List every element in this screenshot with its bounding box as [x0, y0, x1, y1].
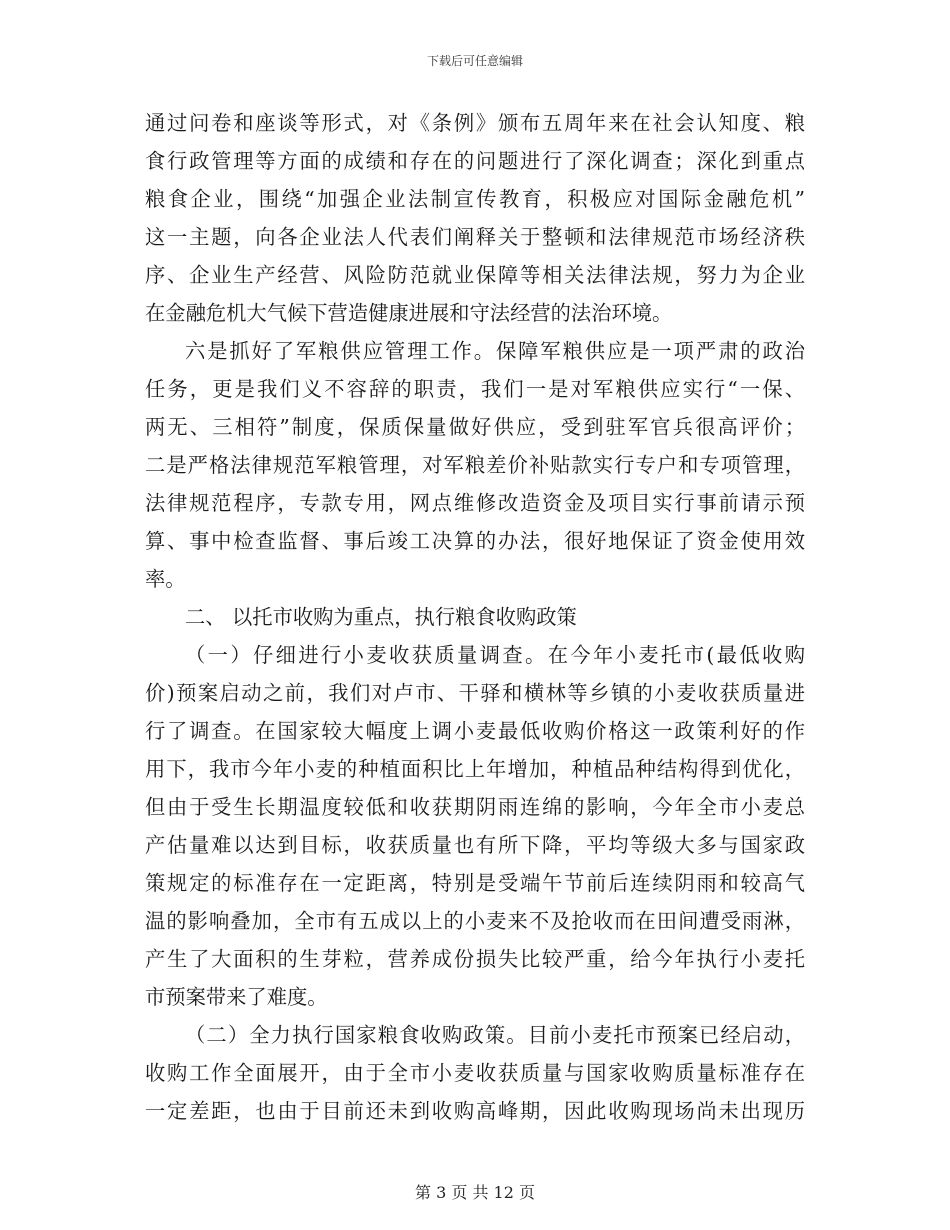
- page-footer: 第 3 页 共 12 页: [415, 1183, 535, 1202]
- text-line: 任务，更是我们义不容辞的职责，我们一是对军粮供应实行“一保、: [145, 377, 805, 401]
- text-line: 算、事中检查监督、事后竣工决算的办法，很好地保证了资金使用效: [145, 529, 805, 553]
- text-line: 通过问卷和座谈等形式，对《条例》颁布五周年来在社会认知度、粮: [145, 111, 805, 135]
- text-line: 两无、三相符”制度，保质保量做好供应，受到驻军官兵很高评价；: [145, 415, 805, 439]
- text-line: 一定差距，也由于目前还未到收购高峰期，因此收购现场尚未出现历: [145, 1099, 805, 1123]
- text-line: 市预案带来了难度。: [145, 985, 328, 1009]
- text-line: 食行政管理等方面的成绩和存在的问题进行了深化调查；深化到重点: [145, 149, 805, 173]
- text-line: 产估量难以达到目标，收获质量也有所下降，平均等级大多与国家政: [145, 833, 805, 857]
- text-line: 用下，我市今年小麦的种植面积比上年增加，种植品种结构得到优化，: [145, 757, 805, 781]
- text-line: （二）全力执行国家粮食收购政策。目前小麦托市预案已经启动，: [185, 1023, 805, 1047]
- text-line: 产生了大面积的生芽粒，营养成份损失比较严重，给今年执行小麦托: [145, 947, 805, 971]
- text-line: 法律规范程序，专款专用，网点维修改造资金及项目实行事前请示预: [145, 491, 805, 515]
- page-header: 下载后可任意编辑: [426, 54, 523, 68]
- text-line: 在金融危机大气候下营造健康进展和守法经营的法治环境。: [145, 301, 673, 325]
- text-line: 序、企业生产经营、风险防范就业保障等相关法律法规，努力为企业: [145, 263, 805, 287]
- text-line: 粮食企业，围绕“加强企业法制宣传教育，积极应对国际金融危机”: [145, 187, 805, 211]
- text-line: （一）仔细进行小麦收获质量调查。在今年小麦托市(最低收购: [185, 643, 805, 667]
- document-body: [145, 104, 805, 1130]
- text-line: 价)预案启动之前，我们对卢市、干驿和横林等乡镇的小麦收获质量进: [145, 681, 805, 705]
- text-line: 二是严格法律规范军粮管理，对军粮差价补贴款实行专户和专项管理，: [145, 453, 805, 477]
- text-line: 温的影响叠加，全市有五成以上的小麦来不及抢收而在田间遭受雨淋，: [145, 909, 805, 933]
- text-line: 率。: [145, 567, 186, 591]
- text-line: 收购工作全面展开，由于全市小麦收获质量与国家收购质量标准存在: [145, 1061, 805, 1085]
- text-line: 二、 以托市收购为重点，执行粮食收购政策: [185, 605, 577, 629]
- text-line: 策规定的标准存在一定距离，特别是受端午节前后连续阴雨和较高气: [145, 871, 805, 895]
- text-line: 六是抓好了军粮供应管理工作。保障军粮供应是一项严肃的政治: [185, 339, 805, 363]
- text-line: 行了调查。在国家较大幅度上调小麦最低收购价格这一政策利好的作: [145, 719, 805, 743]
- text-line: 但由于受生长期温度较低和收获期阴雨连绵的影响，今年全市小麦总: [145, 795, 805, 819]
- text-line: 这一主题，向各企业法人代表们阐释关于整顿和法律规范市场经济秩: [145, 225, 805, 249]
